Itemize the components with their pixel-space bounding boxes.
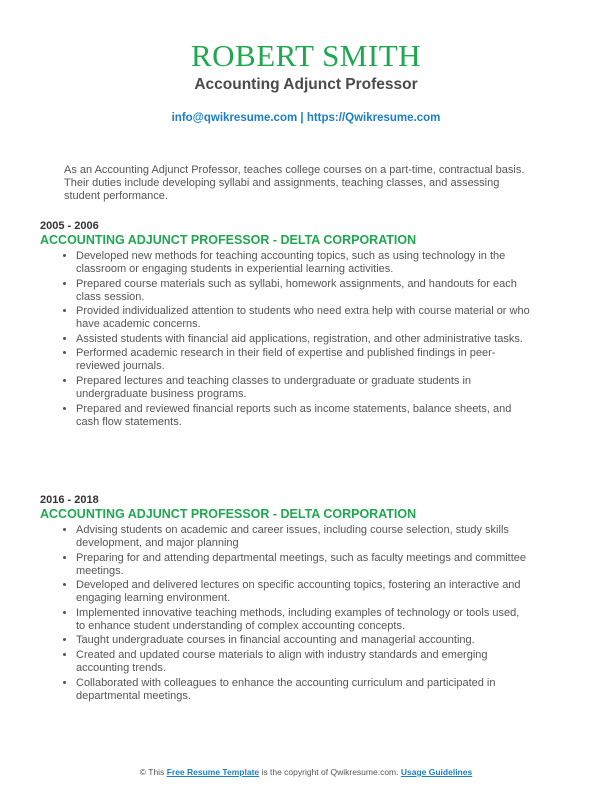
candidate-name: ROBERT SMITH [190, 38, 422, 73]
job-bullet: • Implemented innovative teaching methods, including examples of technology or tools used, to enhance student understanding of complex accounting concepts. [76, 607, 530, 633]
job-title: ACCOUNTING ADJUNCT PROFESSOR - DELTA CORPORATION [40, 507, 417, 521]
contact-line [0, 111, 612, 125]
job-title: ACCOUNTING ADJUNCT PROFESSOR - DELTA CORPORATION [40, 233, 417, 247]
job-bullet: • Assisted students with financial aid applications, registration, and other administrative tasks. [76, 333, 530, 346]
experience-entry [40, 220, 530, 430]
resume-header [0, 0, 612, 125]
job-bullet: • Prepared and reviewed financial reports such as income statements, balance sheets, and cash flow statements. [76, 403, 530, 429]
job-dates: 2016 - 2018 [40, 494, 99, 506]
candidate-title: Accounting Adjunct Professor [194, 76, 418, 93]
job-bullet-list [40, 524, 530, 703]
job-bullet: • Developed and delivered lectures on specific accounting topics, fostering an interactive and engaging learning environment. [76, 579, 530, 605]
job-bullet: • Prepared lectures and teaching classes to undergraduate or graduate students in undergraduate business programs. [76, 375, 530, 401]
job-bullet: • Collaborated with colleagues to enhance the accounting curriculum and participated in departmental meetings. [76, 677, 530, 703]
job-bullet-list [40, 250, 530, 429]
job-bullet: • Performed academic research in their field of expertise and published findings in peer-reviewed journals. [76, 347, 530, 373]
summary-paragraph: As an Accounting Adjunct Professor, teaches college courses on a part-time, contractual basis. Their duties include developing syllabi and assignments, teaching classes, and assessing student performance. [64, 164, 525, 202]
job-bullet: • Prepared course materials such as syllabi, homework assignments, and handouts for each class session. [76, 278, 530, 304]
website-link[interactable]: https://Qwikresume.com [306, 112, 441, 124]
job-bullet: • Advising students on academic and career issues, including course selection, study skills development, and major planning [76, 524, 530, 550]
footer-middle: is the copyright of Qwikresume.com. [261, 767, 399, 777]
job-bullet: • Developed new methods for teaching accounting topics, such as using technology in the classroom or engaging students in experiential learning activities. [76, 250, 530, 276]
experience-entry [40, 494, 530, 704]
job-bullet: • Preparing for and attending departmental meetings, such as faculty meetings and committee meetings. [76, 552, 530, 578]
free-resume-template-link[interactable]: Free Resume Template [166, 767, 260, 777]
contact-separator: | [300, 112, 304, 124]
job-dates: 2005 - 2006 [40, 220, 99, 232]
job-bullet: • Created and updated course materials to align with industry standards and emerging accounting trends. [76, 649, 530, 675]
footer-copyright [0, 767, 612, 777]
footer-prefix: © This [139, 767, 165, 777]
job-bullet: • Provided individualized attention to students who need extra help with course material or who have academic concerns. [76, 305, 530, 331]
email-link[interactable]: info@qwikresume.com [171, 112, 298, 124]
job-bullet: • Taught undergraduate courses in financial accounting and managerial accounting. [76, 634, 530, 647]
usage-guidelines-link[interactable]: Usage Guidelines [400, 767, 473, 777]
